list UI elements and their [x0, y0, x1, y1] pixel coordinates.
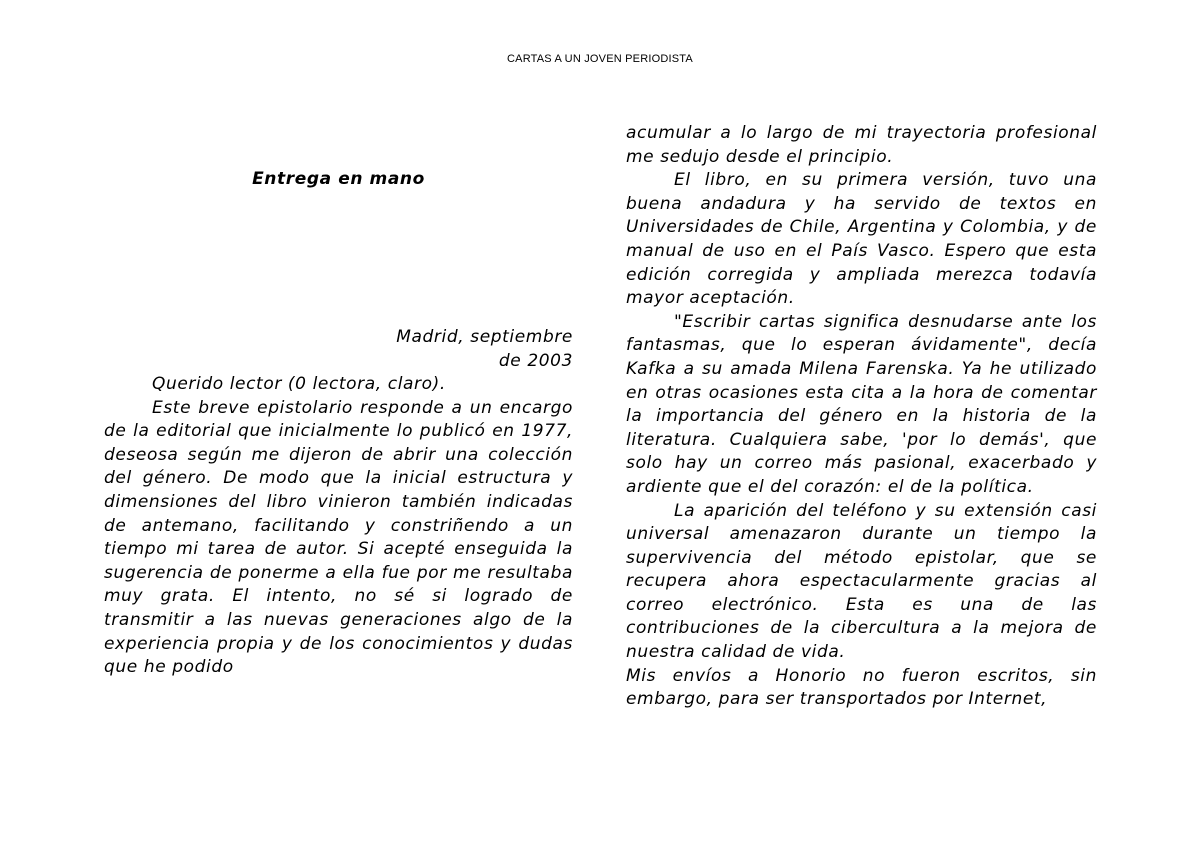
dateline-place-month: Madrid, septiembre [396, 327, 573, 347]
right-paragraph-3: "Escribir cartas significa desnudarse ante los fantasmas, que lo esperan ávidamente", decía Kafka a su amada Milena Farenska. Ya he utilizado en otras ocasiones esta cita a la hora de comentar la importancia del género en la historia de la literatura. Cualquiera sabe, 'por lo demás', que solo hay un correo más pasional, exacerbado y ardiente que el del corazón: el de la política. [626, 311, 1097, 497]
right-paragraph-5: Mis envíos a Honorio no fueron escritos, sin embargo, para ser transportados por Internet, [626, 665, 1097, 710]
right-paragraph-4: La aparición del teléfono y su extensión casi universal amenazaron durante un tiempo la supervivencia del método epistolar, que se recupera ahora espectacularmente gracias al correo electrónico. Esta es una de las contribuciones de la cibercultura a la mejora de nuestra calidad de vida. [626, 500, 1097, 663]
right-paragraph-2: El libro, en su primera versión, tuvo una buena andadura y ha servido de textos en Universidades de Chile, Argentina y Colombia, y de manual de uso en el País Vasco. Espero que esta edición corregida y ampliada merezca todavía mayor aceptación. [626, 170, 1097, 309]
right-column [626, 122, 1097, 712]
dateline-year: de 2003 [498, 350, 573, 371]
running-header: CARTAS A UN JOVEN PERIODISTA [507, 53, 693, 65]
right-paragraph-1: acumular a lo largo de mi trayectoria profesional me sedujo desde el principio. [626, 123, 1097, 167]
left-paragraph-1: Este breve epistolario responde a un encargo de la editorial que inicialmente lo publicó en 1977, deseosa según me dijeron de abrir una colección del género. De modo que la inicial estructura y dimensiones del libro vinieron también indicadas de antemano, facilitando y constriñendo a un tiempo mi tarea de autor. Si acepté enseguida la sugerencia de ponerme a ella fue por me resultaba muy grata. El intento, no sé si logrado de transmitir a las nuevas generaciones algo de la experiencia propia y de los conocimientos y dudas que he podido [104, 397, 573, 678]
salutation: Querido lector (0 lectora, claro). [152, 374, 446, 394]
section-title: Entrega en mano [252, 169, 425, 189]
dateline [104, 326, 573, 373]
left-column-body [104, 373, 573, 680]
